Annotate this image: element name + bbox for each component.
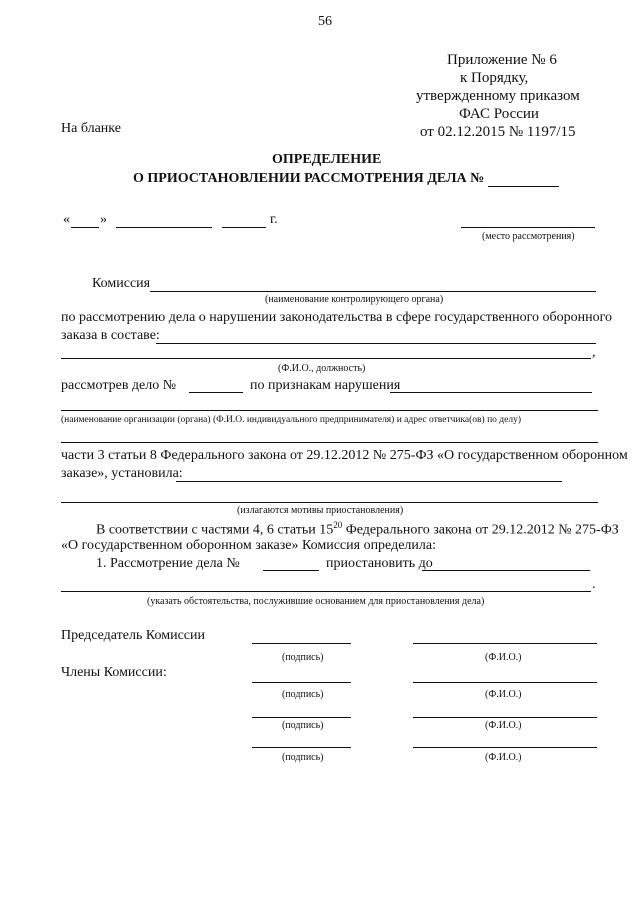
law-line-1: части 3 статьи 8 Федерального закона от 29.12.2012 № 275-ФЗ «О государственном оборонном: [61, 448, 628, 463]
considered-label: рассмотрев дело №: [61, 378, 177, 393]
respondent-line-2: [61, 442, 598, 443]
member2-signature-line: [252, 717, 351, 718]
composition-line-2: [61, 358, 591, 359]
page-number: 56: [318, 14, 332, 29]
reason-caption: (указать обстоятельства, послужившие основанием для приостановления дела): [147, 596, 485, 607]
org-line: [150, 291, 596, 292]
signs-line: [390, 392, 592, 393]
signature-caption-1: (подпись): [282, 652, 324, 663]
commission-label: Комиссия: [92, 276, 151, 291]
place-line: [461, 227, 595, 228]
fio-caption-3: (Ф.И.О.): [485, 720, 522, 731]
composition-line-1: [156, 343, 596, 344]
org-caption: (наименование контролирующего органа): [265, 294, 444, 305]
chairman-fio-line: [413, 643, 597, 644]
respondent-line: [61, 410, 598, 411]
item1-suspend-label: приостановить до: [326, 556, 433, 571]
considered-number-line: [189, 392, 243, 393]
respondent-caption: (наименование организации (органа) (Ф.И.О. индивидуального предпринимателя) и адрес ответчика(ов) по делу): [61, 415, 521, 425]
chairman-label: Председатель Комиссии: [61, 628, 205, 643]
item1-prefix: 1. Рассмотрение дела №: [96, 556, 240, 571]
fio-caption-4: (Ф.И.О.): [485, 752, 522, 763]
item1-date-line: [422, 570, 590, 571]
day-line: [71, 227, 99, 228]
signs-label: по признакам нарушения: [250, 378, 401, 393]
members-label: Члены Комиссии:: [61, 665, 167, 680]
month-line: [116, 227, 212, 228]
member2-fio-line: [413, 717, 597, 718]
fio-caption-1: (Ф.И.О.): [485, 652, 522, 663]
member3-signature-line: [252, 747, 351, 748]
member1-fio-line: [413, 682, 597, 683]
motives-caption: (излагаются мотивы приостановления): [237, 505, 404, 516]
signature-caption-3: (подпись): [282, 720, 324, 731]
fio-caption-2: (Ф.И.О.): [485, 689, 522, 700]
chairman-signature-line: [252, 643, 351, 644]
member3-fio-line: [413, 747, 597, 748]
reason-line: [61, 591, 591, 592]
fio-position-caption: (Ф.И.О., должность): [278, 363, 366, 374]
law-line-2: заказе», установила:: [61, 466, 183, 481]
reason-period: .: [592, 577, 596, 592]
quote-close: »: [100, 212, 107, 227]
member1-signature-line: [252, 682, 351, 683]
title-line-2: О ПРИОСТАНОВЛЕНИИ РАССМОТРЕНИЯ ДЕЛА №: [133, 171, 485, 186]
case-number-line: [488, 186, 559, 187]
case-text-2: заказа в составе:: [61, 328, 160, 343]
letterhead-note: На бланке: [61, 121, 121, 136]
title-line-1: ОПРЕДЕЛЕНИЕ: [272, 152, 382, 167]
appendix-line-1: Приложение № 6: [447, 52, 557, 68]
appendix-line-5: от 02.12.2015 № 1197/15: [420, 124, 576, 140]
signature-caption-2: (подпись): [282, 689, 324, 700]
place-caption: (место рассмотрения): [482, 231, 575, 242]
signature-caption-4: (подпись): [282, 752, 324, 763]
composition-comma: ,: [592, 345, 596, 360]
decision-line-2: «О государственном оборонном заказе» Комиссия определила:: [61, 538, 436, 553]
appendix-line-3: утвержденному приказом: [416, 88, 580, 104]
decision-line-1: В соответствии с частями 4, 6 статьи $15^{20}$ Федерального закона от 29.12.2012 № 275-ФЗ: [96, 520, 619, 538]
appendix-line-2: к Порядку,: [460, 70, 529, 86]
appendix-line-4: ФАС России: [459, 106, 539, 122]
year-suffix: г.: [270, 212, 278, 227]
case-text-1: по рассмотрению дела о нарушении законодательства в сфере государственного оборонного: [61, 310, 613, 325]
item1-number-line: [263, 570, 319, 571]
established-line: [176, 481, 562, 482]
quote-open: «: [63, 212, 70, 227]
motives-line: [61, 502, 598, 503]
year-line: [222, 227, 266, 228]
